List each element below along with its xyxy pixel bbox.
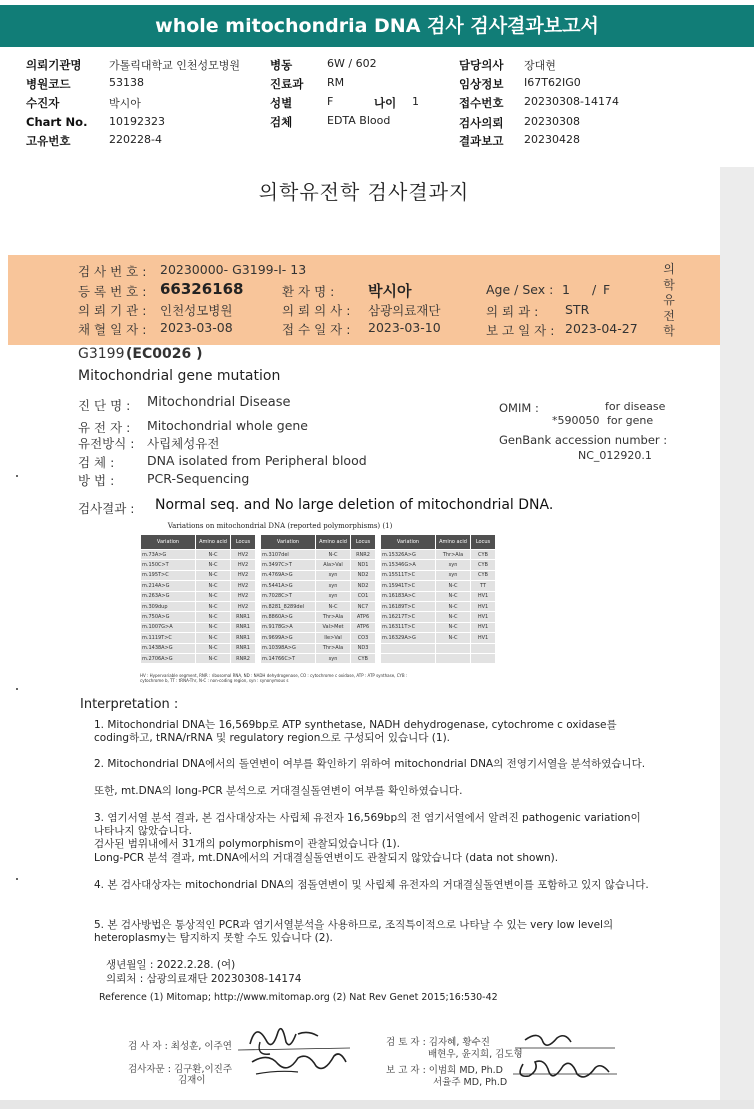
amino-acid-cell: N-C bbox=[436, 633, 471, 643]
margin-dot bbox=[16, 475, 18, 477]
specimen-type-value: DNA isolated from Peripheral blood bbox=[147, 453, 367, 468]
chart-label: Chart No. bbox=[26, 115, 88, 129]
variation-cell: m.309dup bbox=[141, 601, 196, 611]
variation-row bbox=[141, 601, 496, 611]
receipt-label: 접수번호 bbox=[459, 96, 504, 110]
variation-cell: m.1438A>G bbox=[141, 643, 196, 653]
variation-cell: m.3497C>T bbox=[261, 560, 316, 570]
band-patient-label: 환 자 명 : bbox=[282, 284, 335, 299]
variation-row bbox=[141, 612, 496, 622]
locus-cell: HV1 bbox=[471, 612, 496, 622]
report-date-value: 20230428 bbox=[524, 133, 580, 146]
reg-no-value: 66326168 bbox=[160, 280, 244, 298]
report-date-label: 결과보고 bbox=[459, 134, 504, 148]
omim-gene-value: *590050 bbox=[552, 414, 600, 427]
amino-acid-cell: N-C bbox=[196, 570, 231, 580]
margin-dot bbox=[16, 688, 18, 690]
header-variation-1: Variation bbox=[141, 535, 196, 550]
variation-row bbox=[141, 643, 496, 653]
header-variation-2: Variation bbox=[261, 535, 316, 550]
locus-cell: RNR2 bbox=[231, 653, 256, 663]
sex-value: F bbox=[327, 95, 334, 108]
band-dept-value: STR bbox=[565, 302, 590, 317]
request-date-label: 검사의뢰 bbox=[459, 116, 504, 130]
method-value: PCR-Sequencing bbox=[147, 471, 250, 486]
gene-label: 유 전 자 : bbox=[78, 420, 131, 435]
variation-cell: m.4769A>G bbox=[261, 570, 316, 580]
variation-cell: m.16217T>C bbox=[381, 612, 436, 622]
variation-cell: m.263A>G bbox=[141, 591, 196, 601]
variation-cell: m.8281_8289del bbox=[261, 601, 316, 611]
test-code: G3199 bbox=[78, 346, 125, 362]
hospital-code-value: 53138 bbox=[109, 76, 144, 89]
locus-cell: CYB bbox=[351, 653, 376, 663]
variations-footnote: HV : Hypervariable segment, RNR : ribosomal RNA, ND : NADH dehydrogenase, CO : cytochrome c oxidase, ATP : ATP synthase, CYB : cytochrome b, TT : tRNA-Thr, N-C : non-coding region, syn : synonymous s bbox=[140, 673, 408, 683]
locus-cell: HV2 bbox=[231, 591, 256, 601]
amino-acid-cell bbox=[436, 653, 471, 663]
variation-cell: m.15346G>A bbox=[381, 560, 436, 570]
locus-cell: CYB bbox=[471, 550, 496, 560]
amino-acid-cell: N-C bbox=[196, 612, 231, 622]
omim-disease-label: for disease bbox=[605, 400, 666, 413]
locus-cell: RNR1 bbox=[231, 633, 256, 643]
locus-cell: CO3 bbox=[351, 633, 376, 643]
locus-cell: ATP6 bbox=[351, 612, 376, 622]
amino-acid-cell: N-C bbox=[196, 601, 231, 611]
birth-date: 생년월일 : 2022.2.28. (여) bbox=[106, 959, 236, 971]
doctor-label: 담당의사 bbox=[459, 58, 504, 72]
locus-cell: RNR1 bbox=[231, 643, 256, 653]
interpretation-p1: 1. Mitochondrial DNA는 16,569bp로 ATP synthetase, NADH dehydrogenase, cytochrome c oxidase를 coding하고, tRNA/rRNA 및 regulatory region으로 구성되어 있습니다 (1). bbox=[94, 719, 617, 744]
variation-row bbox=[141, 653, 496, 663]
amino-acid-cell: Thr>Ala bbox=[316, 643, 351, 653]
result-label: 검사결과 : bbox=[78, 501, 135, 516]
interpretation-p3c: Long-PCR 분석 결과, mt.DNA에서의 거대결실돌연변이도 관찰되지 않았습니다 (data not shown). bbox=[94, 852, 559, 864]
header-locus-1: Locus bbox=[231, 535, 256, 550]
clinical-value: I67T62IG0 bbox=[524, 76, 581, 89]
variation-cell: m.14766C>T bbox=[261, 653, 316, 663]
variation-cell: m.9699A>G bbox=[261, 633, 316, 643]
locus-cell: HV2 bbox=[231, 550, 256, 560]
receive-value: 2023-03-10 bbox=[368, 320, 441, 335]
band-report-label: 보 고 일 자 : bbox=[486, 323, 555, 338]
locus-cell: ATP6 bbox=[351, 622, 376, 632]
hospital-code-label: 병원코드 bbox=[26, 77, 71, 91]
diagnosis-value: Mitochondrial Disease bbox=[147, 395, 291, 410]
reporter-signature bbox=[505, 1028, 625, 1088]
header-amino-3: Amino acid bbox=[436, 535, 471, 550]
interpretation-p2a: 2. Mitochondrial DNA에서의 돌연변이 여부를 확인하기 위하여 mitochondrial DNA의 전영기서열을 분석하였습니다. bbox=[94, 758, 646, 770]
advisor-line-1: 검사자문 : 김구환,이진주 bbox=[128, 1064, 233, 1075]
examiner: 검 사 자 : 최성훈, 이주연 bbox=[128, 1041, 232, 1052]
interpretation-heading: Interpretation : bbox=[80, 697, 179, 712]
locus-cell: TT bbox=[471, 581, 496, 591]
test-subcode: (EC0026 ) bbox=[126, 346, 203, 362]
locus-cell: RNR1 bbox=[231, 622, 256, 632]
header-locus-2: Locus bbox=[351, 535, 376, 550]
margin-dot bbox=[16, 878, 18, 880]
specimen-label: 검체 bbox=[270, 115, 293, 129]
variations-table bbox=[140, 534, 496, 664]
variation-cell: m.1119T>C bbox=[141, 633, 196, 643]
variation-cell: m.1007G>A bbox=[141, 622, 196, 632]
amino-acid-cell: Val>Met bbox=[316, 622, 351, 632]
variation-cell: m.5441A>G bbox=[261, 581, 316, 591]
variations-header-row bbox=[141, 535, 496, 550]
interpretation-p4: 4. 본 검사대상자는 mitochondrial DNA의 점돌연변이 및 사립체 유전자의 거대결실돌연변이를 포함하고 있지 않습니다. bbox=[94, 879, 649, 891]
variation-row bbox=[141, 581, 496, 591]
variation-row bbox=[141, 591, 496, 601]
variation-cell: m.214A>G bbox=[141, 581, 196, 591]
chart-value: 10192323 bbox=[109, 115, 165, 128]
amino-acid-cell: N-C bbox=[316, 601, 351, 611]
locus-cell: HV2 bbox=[231, 570, 256, 580]
variation-cell: m.10398A>G bbox=[261, 643, 316, 653]
band-dept-label: 의 뢰 과 : bbox=[486, 304, 539, 319]
test-no-value: 20230000- G3199-I- 13 bbox=[160, 262, 307, 277]
test-no-label: 검 사 번 호 : bbox=[78, 264, 147, 279]
omim-gene-label: for gene bbox=[607, 414, 654, 427]
variation-cell: m.3107del bbox=[261, 550, 316, 560]
sheet-shadow bbox=[720, 167, 754, 1109]
amino-acid-cell: N-C bbox=[196, 633, 231, 643]
variation-cell: m.16311T>C bbox=[381, 622, 436, 632]
amino-acid-cell: Ile>Val bbox=[316, 633, 351, 643]
amino-acid-cell: N-C bbox=[196, 560, 231, 570]
gene-value: Mitochondrial whole gene bbox=[147, 418, 308, 433]
variation-cell: m.15941T>C bbox=[381, 581, 436, 591]
reporter-line-2: 서율주 MD, Ph.D bbox=[433, 1077, 508, 1088]
locus-cell: HV1 bbox=[471, 622, 496, 632]
req-doctor-label: 의 뢰 의 사 : bbox=[282, 303, 351, 318]
sheet-bottom-shadow bbox=[0, 1100, 754, 1109]
variation-cell: m.2706A>G bbox=[141, 653, 196, 663]
variation-cell: m.195T>C bbox=[141, 570, 196, 580]
amino-acid-cell: Thr>Ala bbox=[436, 550, 471, 560]
amino-acid-cell: syn bbox=[316, 570, 351, 580]
amino-acid-cell: N-C bbox=[436, 622, 471, 632]
variation-row bbox=[141, 560, 496, 570]
reviewer-line-2: 배현우, 윤지희, 김도형 bbox=[428, 1049, 523, 1060]
locus-cell: ND2 bbox=[351, 581, 376, 591]
locus-cell: HV2 bbox=[231, 560, 256, 570]
side-label: 의학유전학 bbox=[663, 262, 675, 338]
variation-row bbox=[141, 633, 496, 643]
band-sex-value: F bbox=[603, 282, 611, 297]
variation-cell: m.16189T>C bbox=[381, 601, 436, 611]
receipt-value: 20230308-14174 bbox=[524, 95, 619, 108]
variation-cell: m.73A>G bbox=[141, 550, 196, 560]
header-amino-2: Amino acid bbox=[316, 535, 351, 550]
unique-label: 고유번호 bbox=[26, 134, 71, 148]
req-doctor-value: 삼광의료재단 bbox=[368, 303, 441, 318]
amino-acid-cell: N-C bbox=[196, 591, 231, 601]
amino-acid-cell: N-C bbox=[436, 601, 471, 611]
locus-cell: RNR1 bbox=[231, 612, 256, 622]
band-patient-value: 박시아 bbox=[368, 282, 412, 300]
header-amino-1: Amino acid bbox=[196, 535, 231, 550]
result-value: Normal seq. and No large deletion of mitochondrial DNA. bbox=[155, 497, 554, 513]
amino-acid-cell: N-C bbox=[316, 550, 351, 560]
amino-acid-cell bbox=[436, 643, 471, 653]
unique-value: 220228-4 bbox=[109, 133, 162, 146]
variation-cell: m.150C>T bbox=[141, 560, 196, 570]
dept-value: RM bbox=[327, 76, 345, 89]
ward-label: 병동 bbox=[270, 58, 293, 72]
reporter-line-1: 보 고 자 : 이범희 MD, Ph.D bbox=[386, 1065, 503, 1076]
variation-row bbox=[141, 622, 496, 632]
hospital-label: 의뢰기관명 bbox=[26, 58, 82, 72]
examiner-signature bbox=[238, 1012, 358, 1087]
amino-acid-cell: syn bbox=[436, 560, 471, 570]
patient-label: 수진자 bbox=[26, 96, 60, 110]
amino-acid-cell: N-C bbox=[196, 622, 231, 632]
requester: 의뢰처 : 삼광의료재단 20230308-14174 bbox=[106, 973, 302, 985]
interpretation-p2b: 또한, mt.DNA의 long-PCR 분석으로 거대결실돌연변이 여부를 확인하였습니다. bbox=[94, 785, 463, 797]
locus-cell: HV2 bbox=[231, 601, 256, 611]
org-value: 인천성모병원 bbox=[160, 303, 233, 318]
inherit-value: 사립체성유전 bbox=[147, 436, 220, 451]
locus-cell: HV2 bbox=[231, 581, 256, 591]
genbank-label: GenBank accession number : bbox=[499, 433, 668, 447]
amino-acid-cell: N-C bbox=[196, 643, 231, 653]
locus-cell: ND1 bbox=[351, 560, 376, 570]
variations-title: Variations on mitochondrial DNA (reported polymorphisms) (1) bbox=[167, 522, 393, 530]
interpretation-p5: 5. 본 검사방법은 통상적인 PCR과 염기서열분석을 사용하므로, 조직특이적으로 나타날 수 있는 very low level의 heteroplasmy는 탐지하지 못할 수도 있습니다 (2). bbox=[94, 919, 614, 944]
header-locus-3: Locus bbox=[471, 535, 496, 550]
interpretation-p3a: 3. 염기서열 분석 결과, 본 검사대상자는 사립체 유전자 16,569bp의 전 염기서열에서 알려진 pathogenic variation이 나타나지 않았습니다. bbox=[94, 812, 641, 837]
method-label: 방 법 : bbox=[78, 473, 115, 488]
variation-cell: m.15326A>G bbox=[381, 550, 436, 560]
amino-acid-cell: syn bbox=[316, 591, 351, 601]
patient-value: 박시아 bbox=[109, 97, 141, 110]
org-label: 의 뢰 기 관 : bbox=[78, 303, 147, 318]
variation-cell: m.7028C>T bbox=[261, 591, 316, 601]
band-age-value: 1 bbox=[562, 282, 570, 297]
header-variation-3: Variation bbox=[381, 535, 436, 550]
variation-cell: m.16183A>C bbox=[381, 591, 436, 601]
doctor-value: 장대현 bbox=[524, 59, 556, 72]
locus-cell: ND3 bbox=[351, 643, 376, 653]
interpretation-p3b: 검사된 범위내에서 31개의 polymorphism이 관찰되었습니다 (1). bbox=[94, 838, 400, 850]
band-sex-separator: / bbox=[592, 282, 597, 297]
locus-cell bbox=[471, 643, 496, 653]
variation-cell: m.9178G>A bbox=[261, 622, 316, 632]
variation-cell: m.750A>G bbox=[141, 612, 196, 622]
variation-cell: m.16329A>G bbox=[381, 633, 436, 643]
advisor-line-2: 김재이 bbox=[178, 1075, 206, 1086]
amino-acid-cell: N-C bbox=[436, 612, 471, 622]
variation-cell: m.15511T>C bbox=[381, 570, 436, 580]
age-sex-label: Age / Sex : bbox=[486, 282, 554, 297]
age-value: 1 bbox=[412, 95, 419, 108]
sex-label: 성별 bbox=[270, 96, 293, 110]
hospital-value: 가톨릭대학교 인천성모병원 bbox=[109, 59, 241, 72]
collect-value: 2023-03-08 bbox=[160, 320, 233, 335]
amino-acid-cell: N-C bbox=[436, 581, 471, 591]
reg-no-label: 등 록 번 호 : bbox=[78, 284, 147, 299]
locus-cell: CYB bbox=[471, 560, 496, 570]
clinical-label: 임상정보 bbox=[459, 77, 504, 91]
sheet-title: 의학유전학 검사결과지 bbox=[258, 180, 470, 204]
variation-cell bbox=[381, 643, 436, 653]
variation-cell bbox=[381, 653, 436, 663]
locus-cell: RNR2 bbox=[351, 550, 376, 560]
amino-acid-cell: N-C bbox=[196, 653, 231, 663]
amino-acid-cell: Ala>Val bbox=[316, 560, 351, 570]
receive-label: 접 수 일 자 : bbox=[282, 322, 351, 337]
diagnosis-label: 진 단 명 : bbox=[78, 398, 131, 413]
ward-value: 6W / 602 bbox=[327, 57, 377, 70]
specimen-type-label: 검 체 : bbox=[78, 455, 115, 470]
locus-cell: NC7 bbox=[351, 601, 376, 611]
reference: Reference (1) Mitomap; http://www.mitomap.org (2) Nat Rev Genet 2015;16:530-42 bbox=[99, 992, 498, 1003]
report-title: whole mitochondria DNA 검사 검사결과보고서 bbox=[0, 5, 754, 47]
locus-cell: HV1 bbox=[471, 591, 496, 601]
locus-cell: HV1 bbox=[471, 633, 496, 643]
locus-cell bbox=[471, 653, 496, 663]
amino-acid-cell: Thr>Ala bbox=[316, 612, 351, 622]
inherit-label: 유전방식 : bbox=[78, 436, 135, 451]
locus-cell: ND2 bbox=[351, 570, 376, 580]
band-report-value: 2023-04-27 bbox=[565, 321, 638, 336]
age-label: 나이 bbox=[374, 96, 397, 110]
locus-cell: CYB bbox=[471, 570, 496, 580]
reviewer-line-1: 검 토 자 : 김자혜, 황수진 bbox=[386, 1037, 490, 1048]
genbank-value: NC_012920.1 bbox=[578, 449, 652, 462]
locus-cell: CO1 bbox=[351, 591, 376, 601]
variation-cell: m.8860A>G bbox=[261, 612, 316, 622]
collect-label: 채 혈 일 자 : bbox=[78, 322, 147, 337]
dept-label: 진료과 bbox=[270, 77, 304, 91]
omim-label: OMIM : bbox=[499, 401, 539, 415]
amino-acid-cell: N-C bbox=[196, 550, 231, 560]
test-name: Mitochondrial gene mutation bbox=[78, 368, 281, 384]
variation-row bbox=[141, 570, 496, 580]
amino-acid-cell: N-C bbox=[196, 581, 231, 591]
request-date-value: 20230308 bbox=[524, 115, 580, 128]
amino-acid-cell: syn bbox=[436, 570, 471, 580]
amino-acid-cell: syn bbox=[316, 653, 351, 663]
variation-row bbox=[141, 550, 496, 560]
amino-acid-cell: syn bbox=[316, 581, 351, 591]
specimen-value: EDTA Blood bbox=[327, 114, 391, 127]
locus-cell: HV1 bbox=[471, 601, 496, 611]
amino-acid-cell: N-C bbox=[436, 591, 471, 601]
